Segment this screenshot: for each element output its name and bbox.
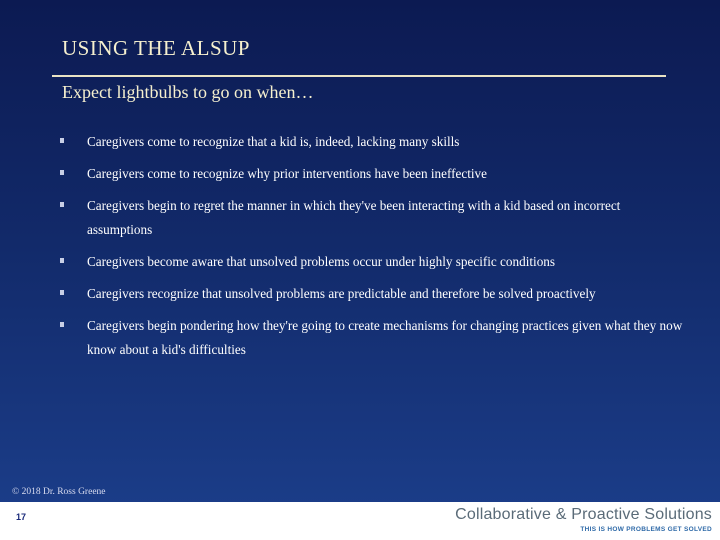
bullet-list	[60, 130, 685, 370]
square-bullet-icon	[60, 138, 64, 143]
bullet-item	[60, 250, 685, 274]
bullet-text: Caregivers recognize that unsolved problems are predictable and therefore be solved proactively	[87, 286, 596, 301]
logo-name: Collaborative & Proactive Solutions	[455, 506, 712, 523]
bullet-item	[60, 314, 685, 362]
slide-subtitle: Expect lightbulbs to go on when…	[62, 82, 314, 102]
square-bullet-icon	[60, 202, 64, 207]
bullet-item	[60, 130, 685, 154]
square-bullet-icon	[60, 322, 64, 327]
page-number: 17	[16, 512, 27, 522]
square-bullet-icon	[60, 258, 64, 263]
bullet-item	[60, 194, 685, 242]
bullet-text: Caregivers come to recognize why prior interventions have been ineffective	[87, 166, 487, 181]
bullet-text: Caregivers come to recognize that a kid is, indeed, lacking many skills	[87, 134, 460, 149]
bullet-text: Caregivers begin pondering how they're going to create mechanisms for changing practices given what they now know about a kid's difficulties	[87, 318, 683, 357]
square-bullet-icon	[60, 290, 64, 295]
copyright-notice: © 2018 Dr. Ross Greene	[12, 487, 106, 497]
logo-tagline: THIS IS HOW PROBLEMS GET SOLVED	[580, 526, 712, 533]
slide-title: USING THE ALSUP	[62, 36, 250, 60]
title-divider	[52, 75, 666, 77]
bullet-item	[60, 162, 685, 186]
bullet-item	[60, 282, 685, 306]
square-bullet-icon	[60, 170, 64, 175]
brand-logo	[455, 505, 712, 534]
bullet-text: Caregivers begin to regret the manner in which they've been interacting with a kid based on incorrect assumptions	[87, 198, 621, 237]
bullet-text: Caregivers become aware that unsolved problems occur under highly specific conditions	[87, 254, 556, 269]
